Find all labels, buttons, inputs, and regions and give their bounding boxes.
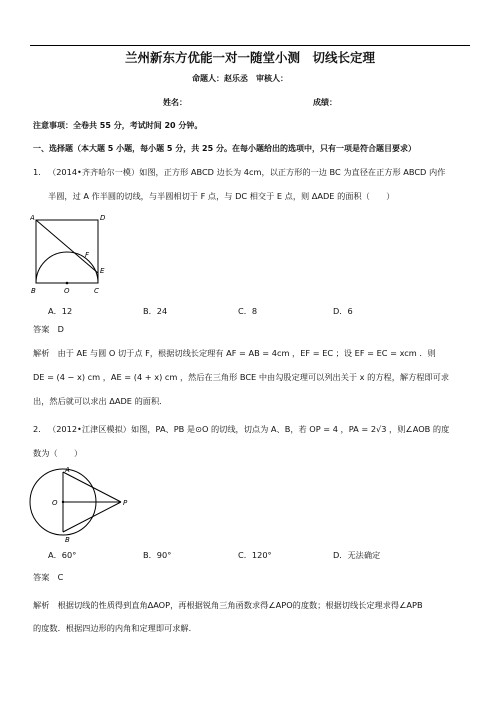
header-rule	[30, 45, 470, 46]
label-c: C	[94, 287, 99, 295]
q2-line2: 数为（ ）	[33, 448, 83, 458]
q1-number: 1.	[33, 167, 41, 177]
label-b2: B	[65, 536, 70, 544]
q2-option-b: B．90°	[143, 550, 172, 560]
label-e: E	[100, 267, 105, 275]
label-d: D	[100, 214, 106, 222]
q2-answer: 答案 C	[33, 572, 64, 582]
q1-option-b: B．24	[143, 306, 168, 316]
q1-analysis-2: DE = (4 − x) cm ，AE = (4 + x) cm ，然后在三角形 BCE 中由勾股定理可以列出关于 x 的方程，解方程即可求	[33, 372, 450, 382]
notice: 注意事项：全卷共 55 分，考试时间 20 分钟。	[33, 121, 203, 130]
label-a2: A	[65, 466, 70, 474]
q2-line1: （2012•江津区模拟）如图，PA、PB 是⊙O 的切线，切点为 A、B，若 OP = 4 ，PA = 2√3 ，则∠AOB 的度	[48, 424, 450, 434]
label-f: F	[85, 251, 90, 259]
label-p: P	[123, 499, 128, 507]
q1-option-d: D．6	[333, 306, 353, 316]
q1-line1: （2014•齐齐哈尔一模）如图，正方形 ABCD 边长为 4cm，以正方形的一边 BC 为直径在正方形 ABCD 内作	[48, 167, 446, 177]
q2-analysis-2: 的度数．根据四边形的内角和定理即可求解．	[33, 623, 197, 633]
q1-analysis-1: 解析 由于 AE 与圆 O 切于点 F，根据切线长定理有 AF = AB = 4cm ，EF = EC ；设 EF = EC = xcm ．则	[33, 348, 436, 358]
score-label: 成绩：	[313, 98, 337, 107]
q2-figure	[25, 462, 135, 547]
label-b: B	[31, 287, 36, 295]
q1-analysis-3: 出，然后就可以求出 ΔADE 的面积．	[33, 396, 168, 406]
label-a: A	[30, 214, 35, 222]
center-o2	[62, 501, 64, 503]
q2-option-a: A．60°	[48, 550, 77, 560]
q1-answer: 答案 D	[33, 324, 64, 334]
tangent-pb	[63, 502, 121, 532]
center-o	[66, 282, 69, 285]
tangent-pa	[63, 472, 121, 502]
q2-option-d: D．无法确定	[333, 550, 381, 560]
q1-line2: 半圆，过 A 作半圆的切线，与半圆相切于 F 点，与 DC 相交于 E 点，则 ΔADE 的面积（ ）	[48, 191, 395, 201]
q2-option-c: C．120°	[238, 550, 272, 560]
tangent-line-ae	[36, 220, 98, 273]
q1-option-a: A．12	[48, 306, 73, 316]
label-o2: O	[52, 499, 58, 507]
section-heading: 一、选择题（本大题 5 小题，每小题 5 分，共 25 分。在每小题给出的选项中，只有一项是符合题目要求）	[33, 144, 416, 153]
label-o: O	[64, 287, 70, 295]
author-line: 命题人：赵乐丞 审核人：	[192, 74, 288, 83]
q1-option-c: C．8	[238, 306, 258, 316]
q2-number: 2.	[33, 424, 41, 434]
q1-figure	[30, 213, 110, 303]
page-title: 兰州新东方优能一对一随堂小测 切线长定理	[124, 50, 375, 65]
q2-analysis-1: 解析 根据切线的性质得到直角ΔAOP，再根据锐角三角函数求得∠APO的度数；根据切线长定理求得∠APB	[33, 600, 423, 610]
name-label: 姓名：	[163, 98, 187, 107]
